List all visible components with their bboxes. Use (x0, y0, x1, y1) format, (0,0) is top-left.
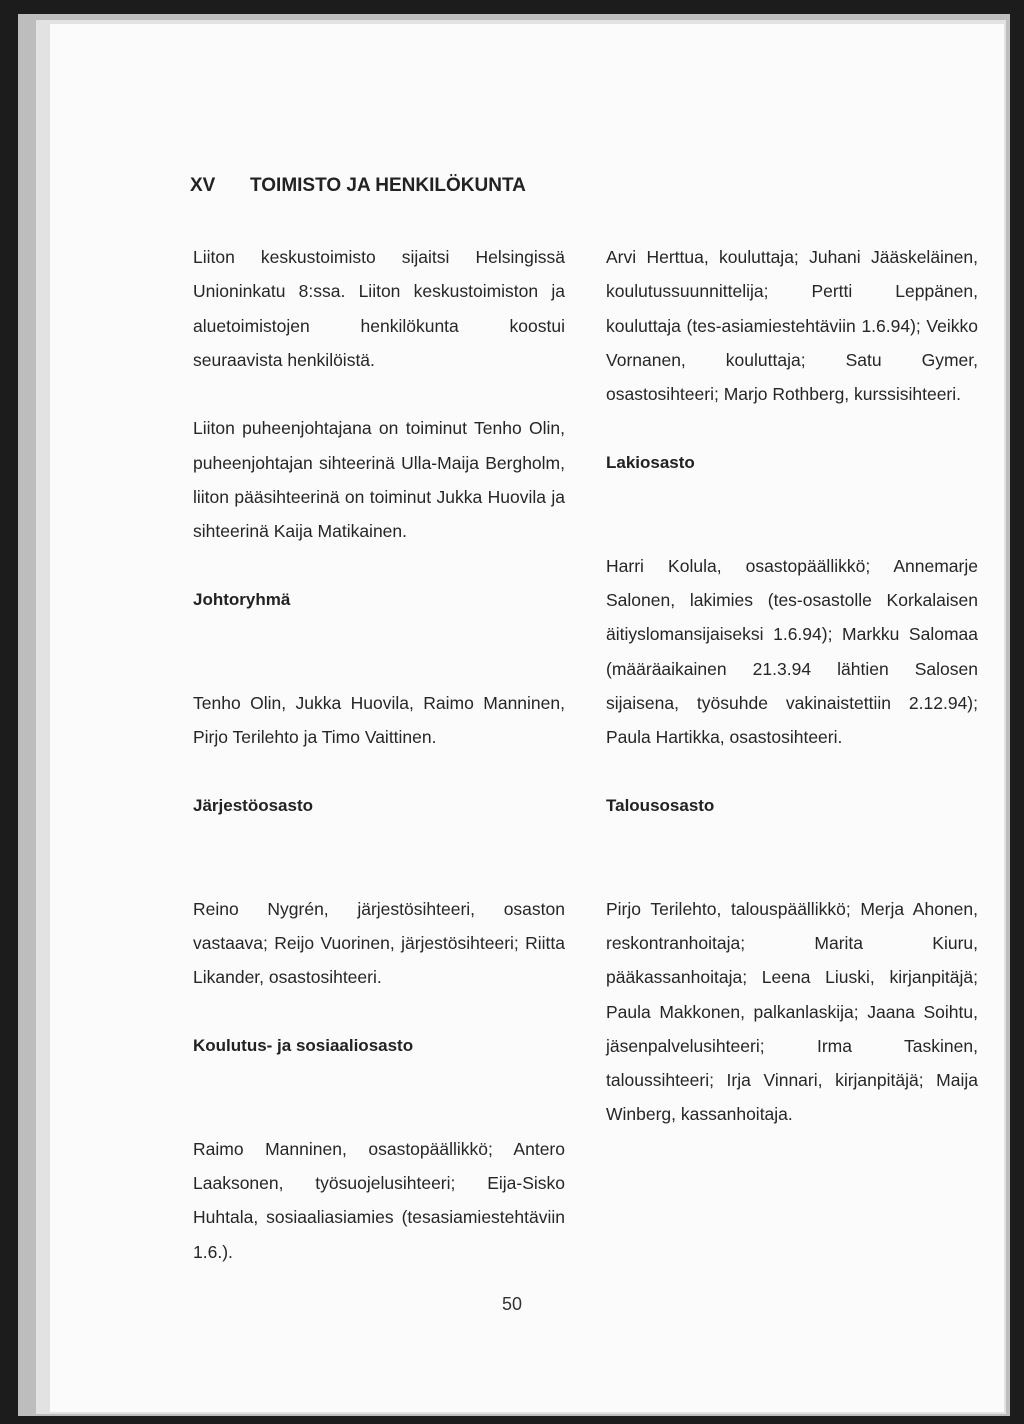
heading-gap (606, 480, 978, 514)
section-heading: Lakiosasto (606, 452, 695, 472)
paragraph-gap (193, 995, 565, 1029)
section-heading: Johtoryhmä (193, 589, 291, 609)
paragraph-gap (193, 652, 565, 686)
paragraph-gap (193, 754, 565, 788)
heading-gap (193, 823, 565, 857)
paragraph: Pirjo Terilehto, talouspäällikkö; Merja Ahonen, reskontranhoitaja; Marita Kiuru, pääkassanhoitaja; Leena Liuski, kirjanpitäjä; Paula Makkonen, palkanlaskija; Jaana Soihtu, jäsenpalvelusihteeri; Irma Taskinen, taloussihteeri; Irja Vinnari, kirjanpitäjä; Maija Winberg, kassanhoitaja. (606, 898, 978, 1125)
paragraph-gap (606, 754, 978, 788)
page-number: 50 (501, 1294, 523, 1314)
paragraph-gap (193, 1097, 565, 1131)
paragraph-gap (606, 514, 978, 548)
heading-gap (606, 823, 978, 857)
chapter-title: TOIMISTO JA HENKILÖKUNTA (250, 175, 526, 196)
paragraph: Liiton keskustoimisto sijaitsi Helsingissä Unioninkatu 8:ssa. Liiton keskustoimiston ja aluetoimistojen henkilökunta koostui seuraavista henkilöistä. (193, 247, 565, 370)
chapter-number: XV (190, 175, 216, 196)
heading-gap (193, 1063, 565, 1097)
chapter-heading (190, 175, 526, 197)
left-column (193, 240, 565, 1269)
paragraph-gap (193, 549, 565, 583)
section-heading: Järjestöosasto (193, 795, 313, 815)
paragraph: Arvi Herttua, kouluttaja; Juhani Jääskeläinen, koulutussuunnittelija; Pertti Leppänen, kouluttaja (tes-asiamiestehtäviin 1.6.94); Veikko Vornanen, kouluttaja; Satu Gymer, osastosihteeri; Marjo Rothberg, kurssisihteeri. (606, 247, 978, 405)
paragraph: Raimo Manninen, osastopäällikkö; Antero Laaksonen, työsuojelusihteeri; Eija-Sisko Huhtala, sosiaaliasiamies (tesasiamiestehtäviin 1.6.). (193, 1138, 565, 1262)
paragraph-gap (193, 857, 565, 891)
paragraph: Reino Nygrén, järjestösihteeri, osaston vastaava; Reijo Vuorinen, järjestösihteeri; Riitta Likander, osastosihteeri. (193, 898, 565, 988)
section-heading: Talousosasto (606, 795, 715, 815)
right-column (606, 240, 978, 1132)
section-heading: Koulutus- ja sosiaaliosasto (193, 1035, 414, 1055)
paragraph: Harri Kolula, osastopäällikkö; Annemarje Salonen, lakimies (tes-osastolle Korkalaisen äitiyslomansijaiseksi 1.6.94); Markku Salomaa (määräaikainen 21.3.94 lähtien Salosen sijaisena, työsuhde vakinaistettiin 2.12.94); Paula Hartikka, osastosihteeri. (606, 555, 978, 748)
paragraph: Tenho Olin, Jukka Huovila, Raimo Manninen, Pirjo Terilehto ja Timo Vaittinen. (193, 692, 565, 748)
paragraph: Liiton puheenjohtajana on toiminut Tenho Olin, puheenjohtajan sihteerinä Ulla-Maija Bergholm, liiton pääsihteerinä on toiminut Jukka Huovila ja sihteerinä Kaija Matikainen. (193, 418, 565, 542)
heading-gap (193, 617, 565, 651)
paragraph-gap (193, 377, 565, 411)
paragraph-gap (606, 857, 978, 891)
paragraph-gap (606, 411, 978, 445)
